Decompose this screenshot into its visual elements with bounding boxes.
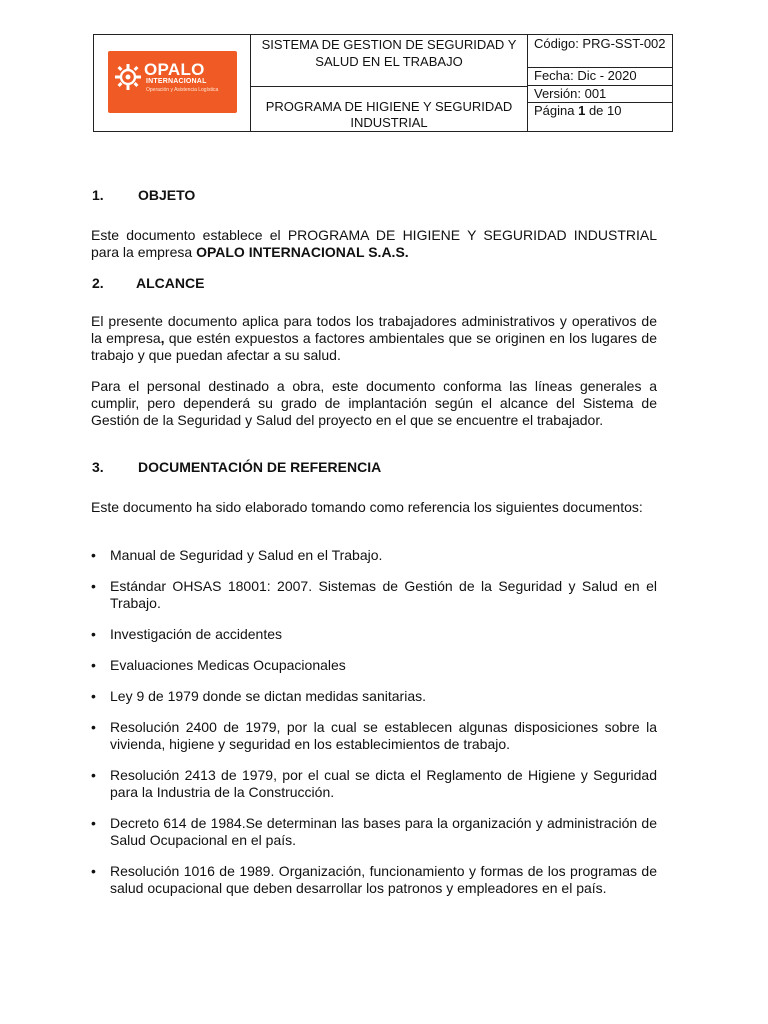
logo-cell (94, 35, 251, 131)
page-number (528, 103, 672, 131)
list-item-text: Ley 9 de 1979 donde se dictan medidas sanitarias. (110, 688, 426, 704)
bullet-marker: • (91, 767, 96, 783)
document-date: Fecha: Dic - 2020 (528, 68, 672, 86)
list-item (91, 547, 657, 564)
company-logo (108, 51, 237, 113)
list-item-text: Decreto 614 de 1984.Se determinan las bases para la organización y administración de Salud Ocupacional en el país. (110, 815, 657, 848)
list-item-text: Manual de Seguridad y Salud en el Trabajo. (110, 547, 383, 563)
bullet-marker: • (91, 863, 96, 879)
bullet-marker: • (91, 578, 96, 594)
page-current: 1 (578, 103, 586, 118)
list-item-text: Estándar OHSAS 18001: 2007. Sistemas de Gestión de la Seguridad y Salud en el Trabajo. (110, 578, 657, 611)
bullet-marker: • (91, 547, 96, 563)
alcance-text-cont: que estén expuestos a factores ambientales que se originen en los lugares de trabajo y que puedan afectar a su salud. (91, 330, 657, 363)
list-item (91, 626, 657, 643)
logo-tagline: Operación y Asistencia Logística (146, 87, 219, 93)
alcance-comma: , (160, 330, 165, 346)
list-item (91, 863, 657, 897)
list-item (91, 815, 657, 849)
section-heading-referencias (92, 459, 381, 475)
gear-icon (114, 63, 142, 91)
document-header-table (93, 34, 673, 132)
section-title: DOCUMENTACIÓN DE REFERENCIA (138, 459, 382, 475)
list-item (91, 767, 657, 801)
section-title: OBJETO (138, 187, 196, 203)
list-item (91, 688, 657, 705)
list-item-text: Investigación de accidentes (110, 626, 282, 642)
document-version: Versión: 001 (528, 86, 672, 103)
list-item (91, 657, 657, 674)
alcance-text: El presente documento aplica para todos los trabajadores administrativos y operativos de la empresa (91, 313, 657, 346)
title-cell (251, 35, 528, 131)
list-item (91, 578, 657, 612)
list-item-text: Evaluaciones Medicas Ocupacionales (110, 657, 346, 673)
list-item-text: Resolución 1016 de 1989. Organización, funcionamiento y formas de los programas de salud ocupacional que deben desarrollar los patronos y empleadores en el país. (110, 863, 657, 896)
company-name: OPALO INTERNACIONAL S.A.S. (196, 244, 409, 260)
section-number: 2. (92, 275, 104, 291)
reference-list (91, 547, 657, 911)
bullet-marker: • (91, 719, 96, 735)
objeto-text: Este documento establece el PROGRAMA DE HIGIENE Y SEGURIDAD INDUSTRIAL para la empresa (91, 227, 657, 260)
paragraph-objeto (91, 227, 657, 261)
paragraph-alcance-2: Para el personal destinado a obra, este documento conforma las líneas generales a cumplir, pero dependerá su grado de implantación según el alcance del Sistema de Gestión de la Seguridad y Salud del proyecto en el que se encuentre el trabajador. (91, 378, 657, 428)
bullet-marker: • (91, 626, 96, 642)
list-item-text: Resolución 2400 de 1979, por la cual se establecen algunas disposiciones sobre la vivienda, higiene y seguridad en los establecimientos de trabajo. (110, 719, 657, 752)
paragraph-alcance-1 (91, 313, 657, 364)
logo-subtitle: INTERNACIONAL (146, 78, 207, 85)
paragraph-ref-intro: Este documento ha sido elaborado tomando como referencia los siguientes documentos: (91, 499, 643, 515)
section-heading-objeto (92, 187, 195, 203)
list-item-text: Resolución 2413 de 1979, por el cual se dicta el Reglamento de Higiene y Seguridad para la Industria de la Construcción. (110, 767, 657, 800)
document-meta-cell (528, 35, 672, 131)
section-number: 3. (92, 459, 104, 475)
system-title: SISTEMA DE GESTION DE SEGURIDAD Y SALUD EN EL TRABAJO (251, 35, 527, 87)
page-suffix: de 10 (585, 103, 622, 118)
section-heading-alcance (92, 275, 204, 291)
bullet-marker: • (91, 688, 96, 704)
program-title: PROGRAMA DE HIGIENE Y SEGURIDAD INDUSTRIAL (265, 99, 513, 130)
logo-name: OPALO (144, 60, 205, 79)
document-code: Código: PRG-SST-002 (528, 35, 672, 68)
bullet-marker: • (91, 657, 96, 673)
page-prefix: Página (534, 103, 579, 118)
bullet-marker: • (91, 815, 96, 831)
section-number: 1. (92, 187, 104, 203)
section-title: ALCANCE (136, 275, 205, 291)
list-item (91, 719, 657, 753)
